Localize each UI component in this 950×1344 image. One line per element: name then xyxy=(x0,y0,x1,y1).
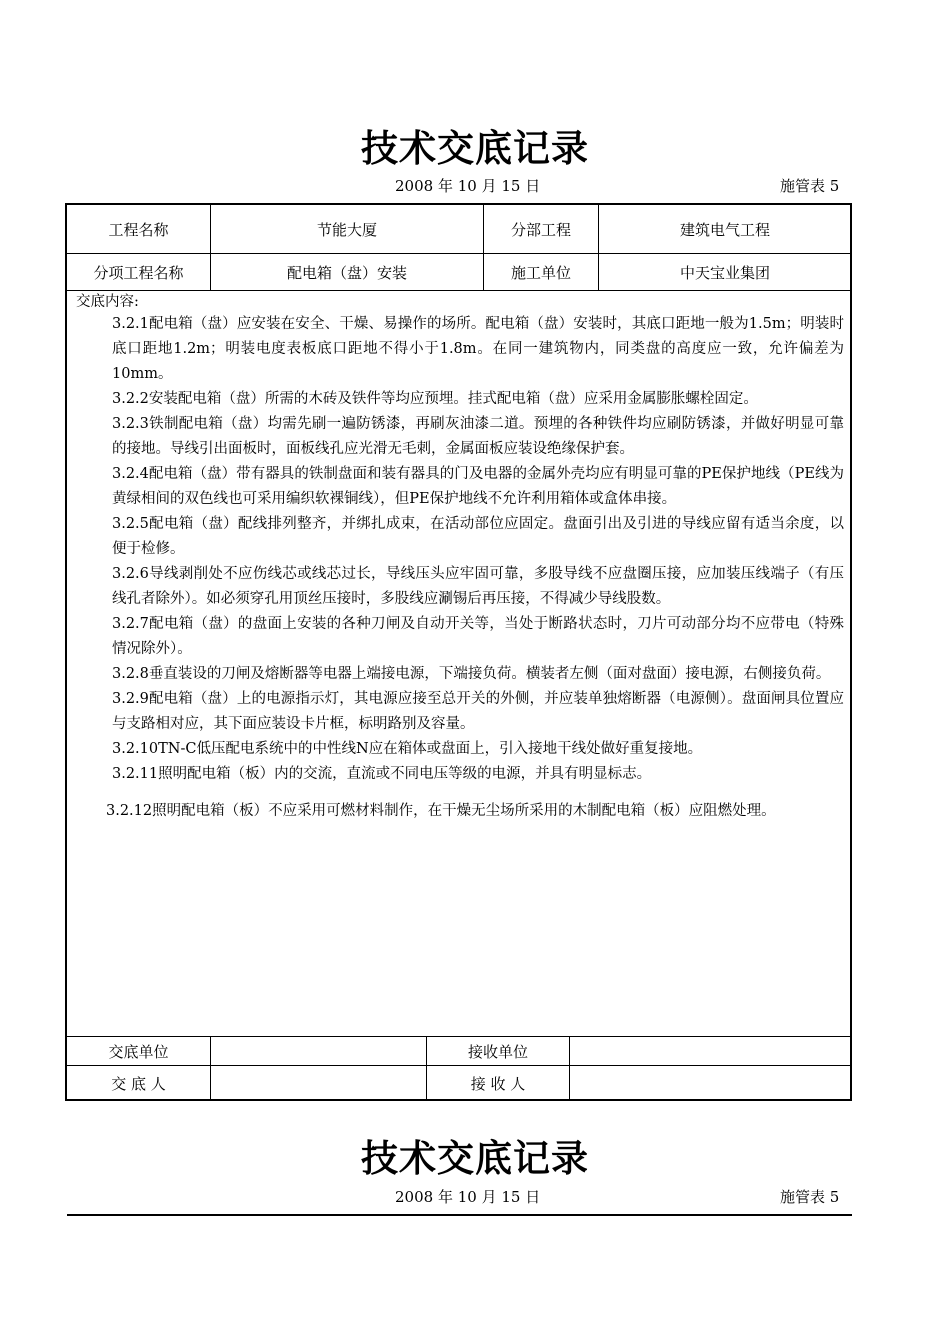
project-name-value: 节能大厦 xyxy=(316,220,377,239)
paragraph: 3.2.2安装配电箱（盘）所需的木砖及铁件等均应预埋。挂式配电箱（盘）应采用金属膨胀螺栓固定。 xyxy=(112,391,758,407)
paragraph: 3.2.6导线剥削处不应伤线芯或线芯过长，导线压头应牢固可靠，多股导线不应盘圈压接，应加装压线端子（有压线孔者除外）。如必须穿孔用顶丝压接时，多股线应涮锡后再压接，不得减少导线股数。 xyxy=(112,566,844,607)
issuer-label: 交 底 人 xyxy=(111,1074,166,1093)
contractor-label: 施工单位 xyxy=(510,263,571,282)
contractor-value: 中天宝业集团 xyxy=(679,263,770,282)
issuer-field[interactable] xyxy=(211,1066,426,1100)
paragraph: 3.2.8垂直装设的刀闸及熔断器等电器上端接电源，下端接负荷。横装者左侧（面对盘面）接电源，右侧接负荷。 xyxy=(112,666,831,682)
content-label: 交底内容: xyxy=(76,294,139,310)
subitem-label: 分项工程名称 xyxy=(93,263,184,282)
subitem-value: 配电箱（盘）安装 xyxy=(286,263,407,282)
division-value: 建筑电气工程 xyxy=(679,220,770,239)
issuer-unit-field[interactable] xyxy=(211,1037,426,1065)
paragraph: 3.2.7配电箱（盘）的盘面上安装的各种刀闸及自动开关等，当处于断路状态时，刀片可动部分均不应带电（特殊情况除外）。 xyxy=(112,616,844,657)
page-title: 技术交底记录 xyxy=(361,127,589,170)
project-name-label: 工程名称 xyxy=(108,220,169,239)
receiver-unit-field[interactable] xyxy=(570,1037,851,1065)
record-date: 2008 年 10 月 15 日 xyxy=(395,177,541,195)
page-title-2: 技术交底记录 xyxy=(361,1137,589,1180)
receiver-label: 接 收 人 xyxy=(470,1074,526,1093)
paragraph: 3.2.4配电箱（盘）带有器具的铁制盘面和装有器具的门及电器的金属外壳均应有明显可靠的PE保护地线（PE线为黄绿相间的双色线也可采用编织软裸铜线），但PE保护地线不允许利用箱体或盒体串接。 xyxy=(112,466,844,507)
form-number: 施管表 5 xyxy=(780,177,840,195)
paragraph: 3.2.5配电箱（盘）配线排列整齐，并绑扎成束，在活动部位应固定。盘面引出及引进的导线应留有适当余度，以便于检修。 xyxy=(112,516,844,557)
issuer-unit-label: 交底单位 xyxy=(108,1042,169,1061)
receiver-field[interactable] xyxy=(570,1066,851,1100)
disclosure-content xyxy=(76,292,844,829)
paragraph: 3.2.11照明配电箱（板）内的交流，直流或不同电压等级的电源，并具有明显标志。 xyxy=(112,766,652,782)
form-number-2: 施管表 5 xyxy=(780,1188,840,1206)
paragraph: 3.2.12照明配电箱（板）不应采用可燃材料制作，在干燥无尘场所采用的木制配电箱（板）应阻燃处理。 xyxy=(106,803,776,819)
paragraph: 3.2.3铁制配电箱（盘）均需先刷一遍防锈漆，再刷灰油漆二道。预埋的各种铁件均应刷防锈漆，并做好明显可靠的接地。导线引出面板时，面板线孔应光滑无毛刺，金属面板应装设绝缘保护套。 xyxy=(112,416,844,457)
paragraph: 3.2.1配电箱（盘）应安装在安全、干燥、易操作的场所。配电箱（盘）安装时，其底口距地一般为1.5m；明装时底口距地1.2m；明装电度表板底口距地不得小于1.8m。在同一建筑物内，同类盘的高度应一致，允许偏差为10mm。 xyxy=(112,316,844,382)
record-date-2: 2008 年 10 月 15 日 xyxy=(395,1188,541,1206)
division-label: 分部工程 xyxy=(510,220,571,239)
receiver-unit-label: 接收单位 xyxy=(467,1042,528,1061)
table-top-border xyxy=(67,1214,852,1216)
paragraph: 3.2.9配电箱（盘）上的电源指示灯，其电源应接至总开关的外侧，并应装单独熔断器（电源侧）。盘面闸具位置应与支路相对应，其下面应装设卡片框，标明路别及容量。 xyxy=(112,691,844,732)
paragraph: 3.2.10TN-C低压配电系统中的中性线N应在箱体或盘面上，引入接地干线处做好重复接地。 xyxy=(112,741,703,757)
